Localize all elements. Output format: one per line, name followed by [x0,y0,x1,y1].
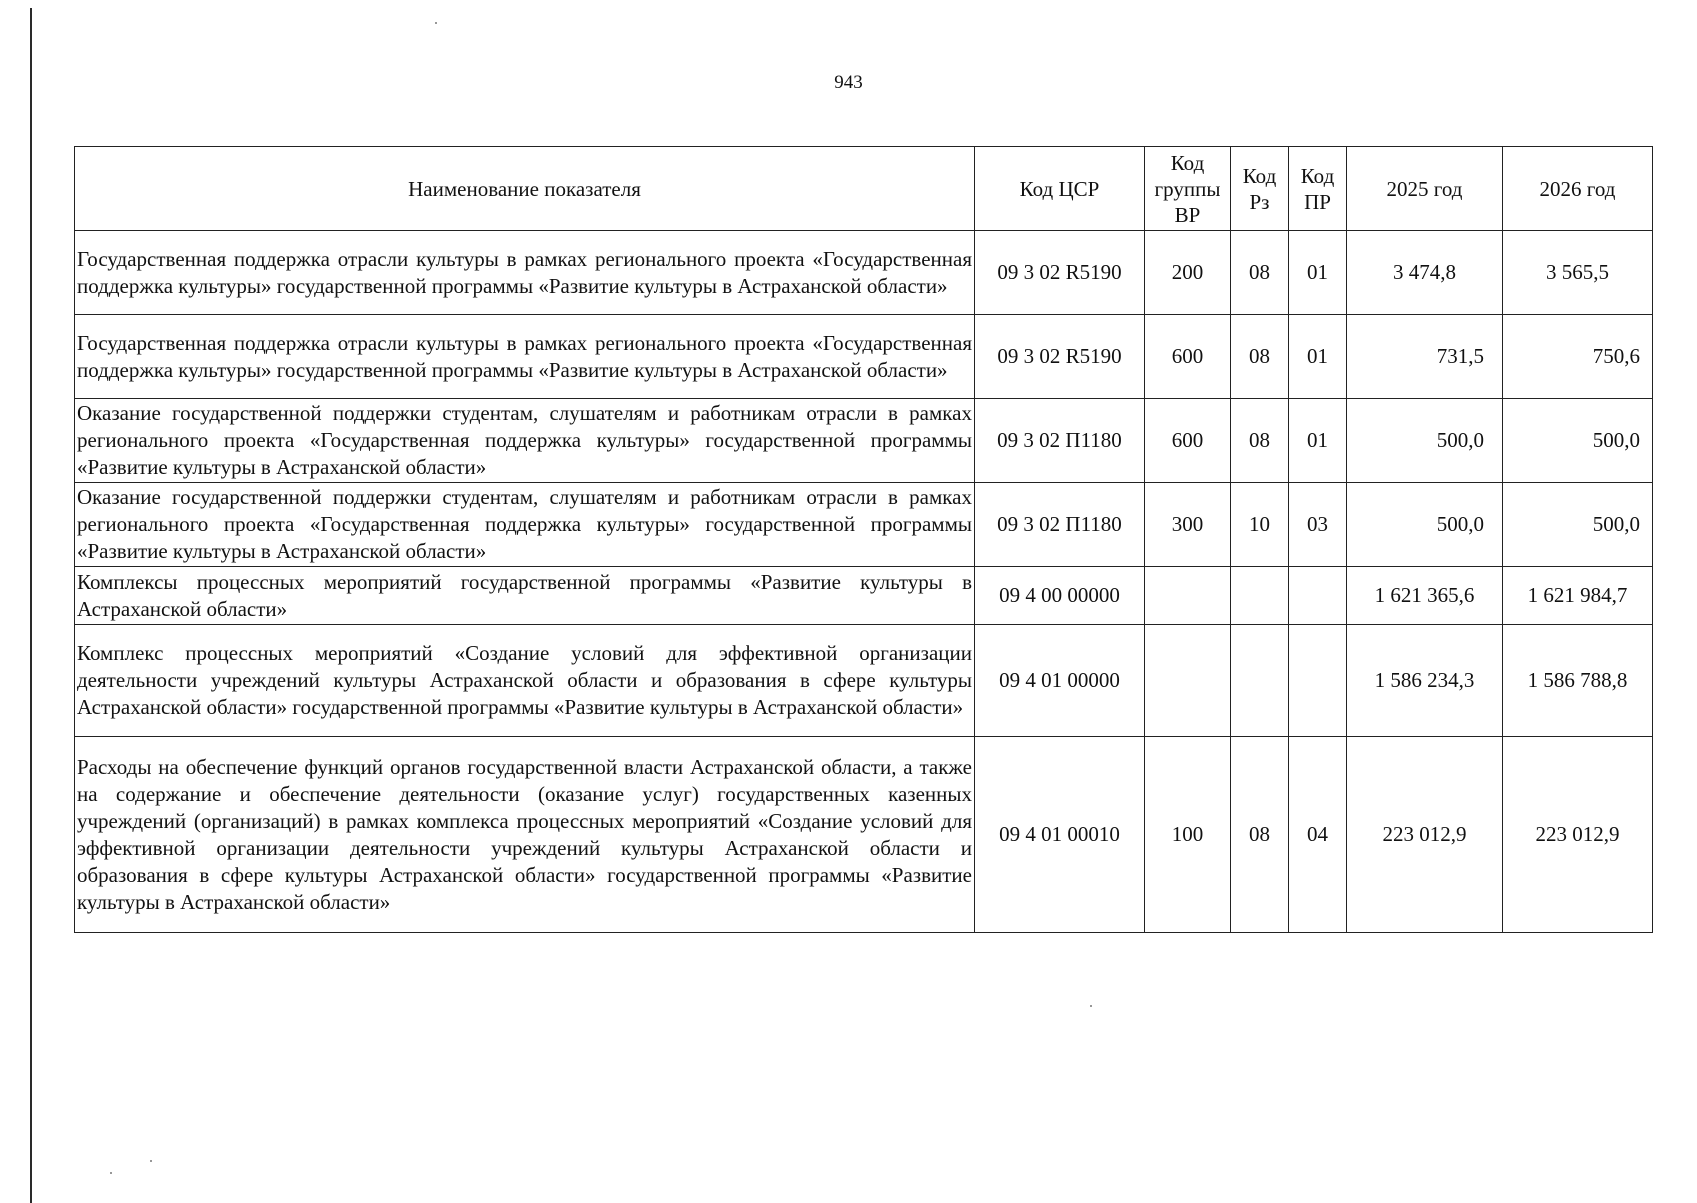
table-row [75,231,1653,315]
scan-speck [435,22,437,24]
header-rz-line: Код [1242,163,1277,188]
header-2026: 2026 год [1503,147,1653,231]
row-pr-cell: 01 [1289,231,1347,315]
row-csr-cell: 09 4 01 00000 [975,625,1145,737]
header-vr [1145,147,1231,231]
header-pr-line: Код [1300,163,1335,188]
row-2025-cell: 500,0 [1347,483,1503,567]
row-rz-cell [1231,625,1289,737]
table-row [75,399,1653,483]
row-pr-cell: 01 [1289,315,1347,399]
table-row [75,567,1653,625]
header-2025: 2025 год [1347,147,1503,231]
row-rz-cell: 08 [1231,315,1289,399]
row-rz-cell: 08 [1231,737,1289,933]
row-vr-cell: 200 [1145,231,1231,315]
row-pr-cell [1289,567,1347,625]
table-row [75,483,1653,567]
budget-table [74,146,1653,933]
header-vr-line: группы [1154,176,1221,201]
row-2026-cell: 750,6 [1503,315,1653,399]
header-vr-line: ВР [1174,202,1201,227]
row-2025-cell: 500,0 [1347,399,1503,483]
row-vr-cell: 600 [1145,315,1231,399]
scan-speck [1090,1005,1092,1007]
header-rz [1231,147,1289,231]
header-name: Наименование показателя [75,147,975,231]
row-rz-cell: 08 [1231,399,1289,483]
scan-speck [150,1160,152,1162]
header-pr-line: ПР [1304,189,1331,214]
header-csr: Код ЦСР [975,147,1145,231]
scan-speck [110,1172,112,1174]
row-2026-cell: 223 012,9 [1503,737,1653,933]
row-2026-cell: 1 621 984,7 [1503,567,1653,625]
row-2025-cell: 1 621 365,6 [1347,567,1503,625]
row-vr-cell: 600 [1145,399,1231,483]
row-csr-cell: 09 4 00 00000 [975,567,1145,625]
row-2026-cell: 3 565,5 [1503,231,1653,315]
row-vr-cell [1145,567,1231,625]
row-pr-cell: 03 [1289,483,1347,567]
row-rz-cell: 10 [1231,483,1289,567]
table-header-row [75,147,1653,231]
row-name-cell: Комплексы процессных мероприятий государственной программы «Развитие культуры в Астраханской области» [75,567,975,625]
row-2025-cell: 731,5 [1347,315,1503,399]
row-vr-cell: 300 [1145,483,1231,567]
row-pr-cell: 01 [1289,399,1347,483]
table-row [75,315,1653,399]
row-csr-cell: 09 3 02 П1180 [975,483,1145,567]
row-csr-cell: 09 3 02 R5190 [975,315,1145,399]
row-pr-cell: 04 [1289,737,1347,933]
row-csr-cell: 09 3 02 R5190 [975,231,1145,315]
row-rz-cell: 08 [1231,231,1289,315]
row-name-cell: Государственная поддержка отрасли культуры в рамках регионального проекта «Государственная поддержка культуры» государственной программы «Развитие культуры в Астраханской области» [75,231,975,315]
row-csr-cell: 09 3 02 П1180 [975,399,1145,483]
row-rz-cell [1231,567,1289,625]
row-name-cell: Комплекс процессных мероприятий «Создание условий для эффективной организации деятельности учреждений культуры Астраханской области и образования в сфере культуры Астраханской области» государственной программы «Развитие культуры в Астраханской области» [75,625,975,737]
header-vr-line: Код [1170,150,1205,175]
header-rz-line: Рз [1249,189,1270,214]
row-2025-cell: 223 012,9 [1347,737,1503,933]
row-pr-cell [1289,625,1347,737]
row-2025-cell: 1 586 234,3 [1347,625,1503,737]
header-pr [1289,147,1347,231]
row-2026-cell: 1 586 788,8 [1503,625,1653,737]
row-name-cell: Оказание государственной поддержки студентам, слушателям и работникам отрасли в рамках регионального проекта «Государственная поддержка культуры» государственной программы «Развитие культуры в Астраханской области» [75,483,975,567]
row-2025-cell: 3 474,8 [1347,231,1503,315]
table-row [75,625,1653,737]
row-name-cell: Оказание государственной поддержки студентам, слушателям и работникам отрасли в рамках регионального проекта «Государственная поддержка культуры» государственной программы «Развитие культуры в Астраханской области» [75,399,975,483]
page-number: 943 [834,72,863,93]
row-name-cell: Расходы на обеспечение функций органов государственной власти Астраханской области, а также на содержание и обеспечение деятельности (оказание услуг) государственных казенных учреждений (организаций) в рамках комплекса процессных мероприятий «Создание условий для эффективной организации деятельности учреждений культуры Астраханской области и образования в сфере культуры Астраханской области» государственной программы «Развитие культуры в Астраханской области» [75,737,975,933]
binding-edge-line [30,8,32,1203]
table-row [75,737,1653,933]
row-vr-cell [1145,625,1231,737]
row-vr-cell: 100 [1145,737,1231,933]
row-2026-cell: 500,0 [1503,399,1653,483]
row-name-cell: Государственная поддержка отрасли культуры в рамках регионального проекта «Государственная поддержка культуры» государственной программы «Развитие культуры в Астраханской области» [75,315,975,399]
row-2026-cell: 500,0 [1503,483,1653,567]
row-csr-cell: 09 4 01 00010 [975,737,1145,933]
